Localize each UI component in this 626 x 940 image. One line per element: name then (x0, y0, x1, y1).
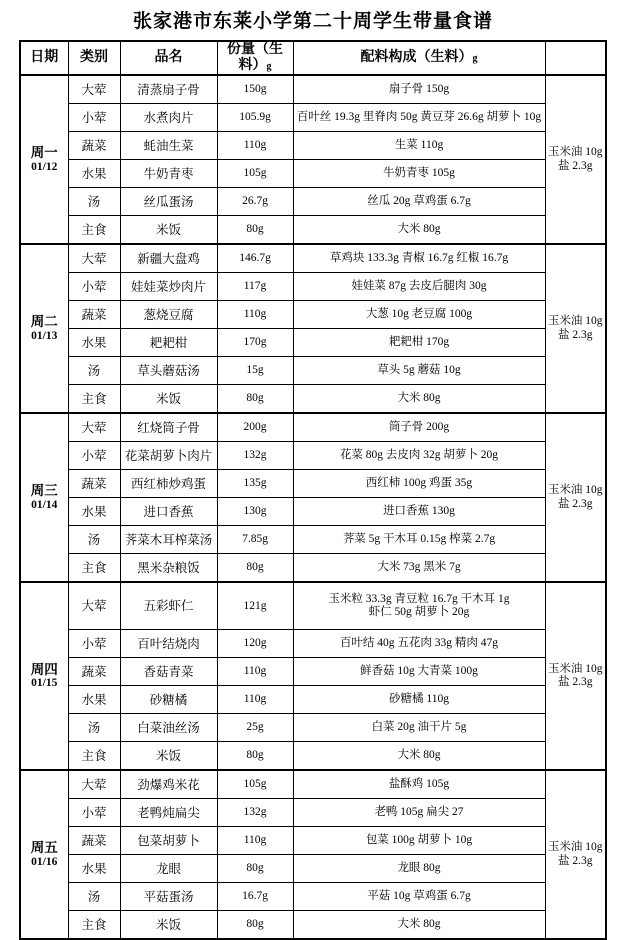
cell-ingredients (293, 742, 545, 771)
oil-amount: 玉米油 10g (547, 662, 603, 675)
table-row (20, 244, 606, 273)
cell-dish-name: 红烧筒子骨 (120, 413, 217, 442)
cell-oil-salt (545, 770, 606, 939)
column-header-dish: 品名 (120, 41, 217, 75)
cell-amount: 132g (217, 799, 293, 827)
cell-ingredients (293, 216, 545, 245)
cell-amount: 80g (217, 742, 293, 771)
ingredient-line: 龙眼 80g (397, 862, 441, 875)
cell-ingredients (293, 104, 545, 132)
cell-dish-name: 娃娃菜炒肉片 (120, 273, 217, 301)
cell-dish-name: 劲爆鸡米花 (120, 770, 217, 799)
cell-dish-name: 老鸭炖扁尖 (120, 799, 217, 827)
cell-dish-name: 西红柿炒鸡蛋 (120, 470, 217, 498)
table-row (20, 301, 606, 329)
cell-dish-name: 米饭 (120, 742, 217, 771)
table-row (20, 132, 606, 160)
cell-oil-salt (545, 582, 606, 770)
table-row (20, 554, 606, 583)
ingredient-line: 草鸡块 133.3g 青椒 16.7g 红椒 16.7g (329, 252, 509, 265)
table-row (20, 630, 606, 658)
salt-amount: 盐 2.3g (558, 159, 593, 172)
salt-amount: 盐 2.3g (558, 676, 593, 689)
table-row (20, 413, 606, 442)
cell-ingredients (293, 686, 545, 714)
cell-ingredients (293, 188, 545, 216)
cell-dish-name: 百叶结烧肉 (120, 630, 217, 658)
cell-category: 蔬菜 (68, 132, 120, 160)
cell-category: 大荤 (68, 582, 120, 630)
cell-dish-name: 进口香蕉 (120, 498, 217, 526)
ingredient-line: 玉米粒 33.3g 青豆粒 16.7g 干木耳 1g (328, 592, 510, 605)
cell-amount: 150g (217, 75, 293, 104)
table-row (20, 160, 606, 188)
table-row (20, 216, 606, 245)
oil-amount: 玉米油 10g (547, 146, 603, 159)
cell-category: 大荤 (68, 770, 120, 799)
ingredient-line: 进口香蕉 130g (383, 505, 455, 518)
cell-ingredients (293, 799, 545, 827)
cell-amount: 26.7g (217, 188, 293, 216)
cell-dish-name: 包菜胡萝卜 (120, 827, 217, 855)
cell-dish-name: 米饭 (120, 911, 217, 940)
cell-amount: 80g (217, 855, 293, 883)
weekday-label: 周三 (30, 483, 58, 499)
cell-category: 汤 (68, 357, 120, 385)
cell-ingredients (293, 470, 545, 498)
cell-dish-name: 香菇青菜 (120, 658, 217, 686)
salt-amount: 盐 2.3g (558, 854, 593, 867)
cell-ingredients (293, 413, 545, 442)
cell-dish-name: 荠菜木耳榨菜汤 (120, 526, 217, 554)
salt-amount: 盐 2.3g (558, 328, 593, 341)
cell-amount: 80g (217, 554, 293, 583)
table-row (20, 498, 606, 526)
column-header-amount-text: 份量（生料） (227, 42, 283, 74)
cell-ingredients (293, 526, 545, 554)
cell-dish-name: 水煮肉片 (120, 104, 217, 132)
cell-amount: 105.9g (217, 104, 293, 132)
weekday-label: 周四 (30, 661, 58, 677)
ingredient-line: 大米 80g (397, 392, 441, 405)
cell-amount: 80g (217, 216, 293, 245)
cell-ingredients (293, 911, 545, 940)
date-label: 01/16 (31, 855, 58, 868)
ingredient-line: 筒子骨 200g (388, 421, 450, 434)
cell-dish-name: 葱烧豆腐 (120, 301, 217, 329)
ingredient-line: 百叶丝 19.3g 里脊肉 50g 黄豆芽 26.6g 胡萝卜 10g (296, 111, 542, 124)
cell-dish-name: 五彩虾仁 (120, 582, 217, 630)
cell-category: 水果 (68, 160, 120, 188)
cell-ingredients (293, 770, 545, 799)
cell-ingredients (293, 75, 545, 104)
weekday-label: 周二 (30, 314, 58, 330)
cell-ingredients (293, 301, 545, 329)
cell-ingredients (293, 658, 545, 686)
cell-amount: 130g (217, 498, 293, 526)
day-date-cell (20, 582, 68, 770)
table-row (20, 75, 606, 104)
cell-amount: 120g (217, 630, 293, 658)
ingredient-line: 平菇 10g 草鸡蛋 6.7g (367, 890, 471, 903)
cell-amount: 121g (217, 582, 293, 630)
cell-ingredients (293, 273, 545, 301)
ingredient-line: 牛奶青枣 105g (383, 167, 455, 180)
date-label: 01/12 (31, 160, 58, 173)
weekday-label: 周一 (30, 145, 58, 161)
cell-dish-name: 平菇蛋汤 (120, 883, 217, 911)
cell-category: 主食 (68, 385, 120, 414)
ingredient-line: 虾仁 50g 胡萝卜 20g (368, 606, 470, 619)
cell-category: 水果 (68, 498, 120, 526)
cell-dish-name: 新疆大盘鸡 (120, 244, 217, 273)
cell-category: 小荤 (68, 799, 120, 827)
cell-amount: 105g (217, 160, 293, 188)
ingredient-line: 大葱 10g 老豆腐 100g (365, 308, 473, 321)
salt-amount: 盐 2.3g (558, 497, 593, 510)
cell-oil-salt (545, 244, 606, 413)
cell-dish-name: 清蒸扇子骨 (120, 75, 217, 104)
cell-category: 主食 (68, 216, 120, 245)
ingredient-line: 娃娃菜 87g 去皮后腿肉 30g (351, 280, 487, 293)
cell-category: 汤 (68, 883, 120, 911)
cell-category: 蔬菜 (68, 658, 120, 686)
day-date-cell (20, 244, 68, 413)
cell-ingredients (293, 554, 545, 583)
cell-category: 汤 (68, 188, 120, 216)
cell-amount: 132g (217, 442, 293, 470)
table-row (20, 104, 606, 132)
cell-dish-name: 白菜油丝汤 (120, 714, 217, 742)
cell-category: 汤 (68, 714, 120, 742)
ingredient-line: 老鸭 105g 扁尖 27 (374, 806, 464, 819)
table-row (20, 188, 606, 216)
table-row (20, 526, 606, 554)
cell-amount: 170g (217, 329, 293, 357)
column-header-category: 类别 (68, 41, 120, 75)
column-header-ingredients (293, 41, 545, 75)
ingredient-line: 生菜 110g (394, 139, 444, 152)
ingredient-line: 花菜 80g 去皮肉 32g 胡萝卜 20g (339, 449, 499, 462)
cell-amount: 25g (217, 714, 293, 742)
cell-dish-name: 耙耙柑 (120, 329, 217, 357)
cell-amount: 80g (217, 385, 293, 414)
oil-amount: 玉米油 10g (547, 841, 603, 854)
cell-category: 小荤 (68, 442, 120, 470)
ingredient-line: 砂糖橘 110g (389, 693, 449, 706)
cell-dish-name: 米饭 (120, 216, 217, 245)
ingredient-line: 包菜 100g 胡萝卜 10g (365, 834, 473, 847)
ingredient-line: 百叶结 40g 五花肉 33g 精肉 47g (339, 637, 499, 650)
table-row (20, 470, 606, 498)
column-header-amount-unit: g (266, 61, 272, 73)
day-date-cell (20, 413, 68, 582)
cell-ingredients (293, 498, 545, 526)
day-date-cell (20, 75, 68, 244)
cell-category: 主食 (68, 911, 120, 940)
cell-category: 大荤 (68, 244, 120, 273)
cell-category: 小荤 (68, 104, 120, 132)
cell-ingredients (293, 582, 545, 630)
cell-category: 小荤 (68, 630, 120, 658)
ingredient-line: 大米 80g (397, 749, 441, 762)
cell-category: 主食 (68, 554, 120, 583)
cell-dish-name: 草头蘑菇汤 (120, 357, 217, 385)
cell-category: 小荤 (68, 273, 120, 301)
column-header-ingredients-text: 配料构成（生料） (360, 50, 473, 66)
ingredient-line: 耙耙柑 170g (388, 336, 450, 349)
cell-dish-name: 蚝油生菜 (120, 132, 217, 160)
column-header-extra (545, 41, 606, 75)
ingredient-line: 大米 73g 黑米 7g (377, 561, 461, 574)
weekly-menu-table (19, 40, 607, 940)
cell-amount: 110g (217, 132, 293, 160)
table-row (20, 911, 606, 940)
cell-ingredients (293, 855, 545, 883)
table-row (20, 329, 606, 357)
cell-amount: 110g (217, 658, 293, 686)
cell-dish-name: 丝瓜蛋汤 (120, 188, 217, 216)
column-header-amount (217, 41, 293, 75)
cell-category: 水果 (68, 686, 120, 714)
cell-amount: 146.7g (217, 244, 293, 273)
cell-category: 蔬菜 (68, 470, 120, 498)
cell-oil-salt (545, 75, 606, 244)
table-row (20, 855, 606, 883)
ingredient-line: 西红柿 100g 鸡蛋 35g (365, 477, 473, 490)
cell-category: 汤 (68, 526, 120, 554)
column-header-ingredients-unit: g (472, 53, 478, 65)
cell-oil-salt (545, 413, 606, 582)
date-label: 01/14 (31, 498, 58, 511)
cell-ingredients (293, 442, 545, 470)
table-row (20, 658, 606, 686)
cell-amount: 117g (217, 273, 293, 301)
cell-ingredients (293, 714, 545, 742)
cell-ingredients (293, 132, 545, 160)
cell-ingredients (293, 385, 545, 414)
cell-amount: 15g (217, 357, 293, 385)
cell-amount: 110g (217, 686, 293, 714)
ingredient-line: 白菜 20g 油干片 5g (371, 721, 467, 734)
page-title: 张家港市东莱小学第二十周学生带量食谱 (132, 11, 493, 32)
oil-amount: 玉米油 10g (547, 484, 603, 497)
cell-ingredients (293, 160, 545, 188)
table-row (20, 770, 606, 799)
table-header (20, 41, 606, 75)
table-row (20, 582, 606, 630)
cell-amount: 80g (217, 911, 293, 940)
cell-ingredients (293, 357, 545, 385)
cell-category: 蔬菜 (68, 301, 120, 329)
cell-dish-name: 米饭 (120, 385, 217, 414)
weekday-label: 周五 (30, 840, 58, 856)
day-date-cell (20, 770, 68, 939)
table-row (20, 442, 606, 470)
ingredient-line: 盐酥鸡 105g (388, 778, 450, 791)
ingredient-line: 大米 80g (397, 223, 441, 236)
ingredient-line: 鲜香菇 10g 大青菜 100g (360, 665, 478, 678)
cell-ingredients (293, 329, 545, 357)
cell-amount: 110g (217, 827, 293, 855)
cell-category: 水果 (68, 855, 120, 883)
table-body (20, 75, 606, 939)
cell-category: 水果 (68, 329, 120, 357)
table-row (20, 714, 606, 742)
cell-amount: 135g (217, 470, 293, 498)
ingredient-line: 大米 80g (397, 918, 441, 931)
date-label: 01/13 (31, 329, 58, 342)
table-row (20, 799, 606, 827)
cell-dish-name: 牛奶青枣 (120, 160, 217, 188)
cell-amount: 7.85g (217, 526, 293, 554)
cell-ingredients (293, 827, 545, 855)
header-row (20, 41, 606, 75)
table-row (20, 742, 606, 771)
cell-dish-name: 黑米杂粮饭 (120, 554, 217, 583)
table-row (20, 686, 606, 714)
oil-amount: 玉米油 10g (547, 315, 603, 328)
table-row (20, 883, 606, 911)
cell-category: 蔬菜 (68, 827, 120, 855)
cell-dish-name: 龙眼 (120, 855, 217, 883)
cell-category: 大荤 (68, 75, 120, 104)
cell-dish-name: 砂糖橘 (120, 686, 217, 714)
cell-amount: 110g (217, 301, 293, 329)
cell-dish-name: 花菜胡萝卜肉片 (120, 442, 217, 470)
cell-ingredients (293, 630, 545, 658)
cell-amount: 16.7g (217, 883, 293, 911)
cell-ingredients (293, 883, 545, 911)
table-row (20, 357, 606, 385)
cell-category: 大荤 (68, 413, 120, 442)
column-header-date: 日期 (20, 41, 68, 75)
date-label: 01/15 (31, 677, 58, 690)
ingredient-line: 荠菜 5g 干木耳 0.15g 榨菜 2.7g (342, 533, 496, 546)
cell-amount: 105g (217, 770, 293, 799)
ingredient-line: 扇子骨 150g (388, 83, 450, 96)
ingredient-line: 丝瓜 20g 草鸡蛋 6.7g (367, 195, 471, 208)
table-row (20, 385, 606, 414)
cell-amount: 200g (217, 413, 293, 442)
table-row (20, 273, 606, 301)
table-row (20, 827, 606, 855)
ingredient-line: 草头 5g 蘑菇 10g (377, 364, 461, 377)
cell-category: 主食 (68, 742, 120, 771)
cell-ingredients (293, 244, 545, 273)
